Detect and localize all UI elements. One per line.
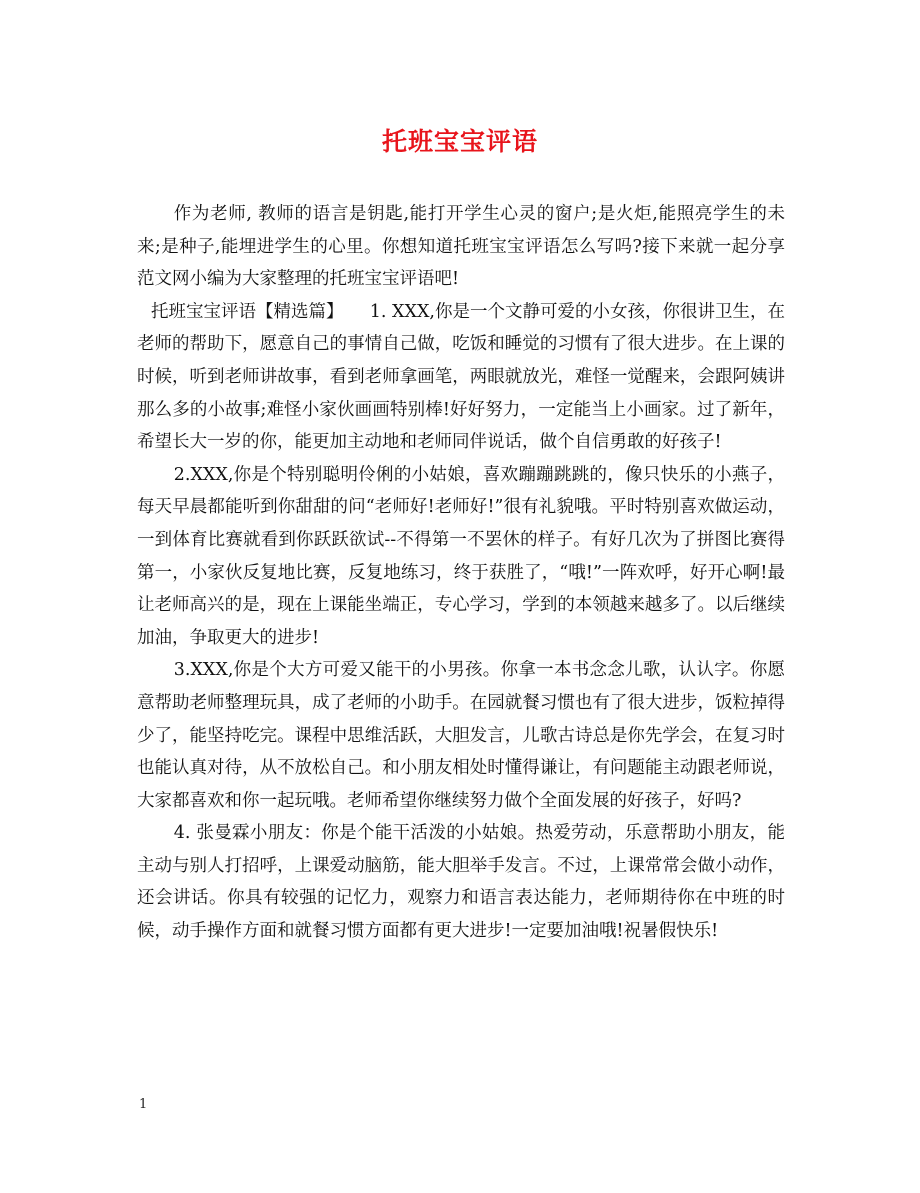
- page-number: 1: [139, 1097, 148, 1112]
- comment-paragraph-1: 托班宝宝评语【精选篇】 1. XXX,你是一个文静可爱的小女孩，你很讲卫生，在老师的帮助下，愿意自己的事情自己做，吃饭和睡觉的习惯有了很大进步。在上课的时候，听到老师讲故事，看到老师拿画笔，两眼就放光，难怪一觉醒来，会跟阿姨讲那么多的小故事;难怪小家伙画画特别棒!好好努力，一定能当上小画家。过了新年，希望长大一岁的你，能更加主动地和老师同伴说话，做个自信勇敢的好孩子!: [137, 301, 785, 453]
- intro-paragraph: 作为老师, 教师的语言是钥匙,能打开学生心灵的窗户;是火炬,能照亮学生的未来;是种子,能埋进学生的心里。你想知道托班宝宝评语怎么写吗?接下来就一起分享范文网小编为大家整理的托班宝宝评语吧!: [137, 204, 785, 290]
- comment-paragraph-3: 3.XXX,你是个大方可爱又能干的小男孩。你拿一本书念念儿歌，认认字。你愿意帮助老师整理玩具，成了老师的小助手。在园就餐习惯也有了很大进步，饭粒掉得少了，能坚持吃完。课程中思维活跃，大胆发言，儿歌古诗总是你先学会，在复习时也能认真对待，从不放松自己。和小朋友相处时懂得谦让，有问题能主动跟老师说，大家都喜欢和你一起玩哦。老师希望你继续努力做个全面发展的好孩子，好吗?: [137, 660, 785, 811]
- document-body: [137, 198, 785, 948]
- comment-paragraph-4: 4. 张曼霖小朋友：你是个能干活泼的小姑娘。热爱劳动，乐意帮助小朋友，能主动与别人打招呼，上课爱动脑筋，能大胆举手发言。不过，上课常常会做小动作，还会讲话。你具有较强的记忆力，观察力和语言表达能力，老师期待你在中班的时候，动手操作方面和就餐习惯方面都有更大进步!一定要加油哦!祝暑假快乐!: [137, 823, 785, 942]
- comment-paragraph-2: 2.XXX,你是个特别聪明伶俐的小姑娘，喜欢蹦蹦跳跳的，像只快乐的小燕子，每天早晨都能听到你甜甜的问“老师好!老师好!”很有礼貌哦。平时特别喜欢做运动，一到体育比赛就看到你跃跃欲试--不得第一不罢休的样子。有好几次为了拼图比赛得第一，小家伙反复地比赛，反复地练习，终于获胜了，“哦!”一阵欢呼，好开心啊!最让老师高兴的是，现在上课能坐端正，专心学习，学到的本领越来越多了。以后继续加油，争取更大的进步!: [137, 464, 785, 648]
- document-title: 托班宝宝评语: [381, 127, 538, 156]
